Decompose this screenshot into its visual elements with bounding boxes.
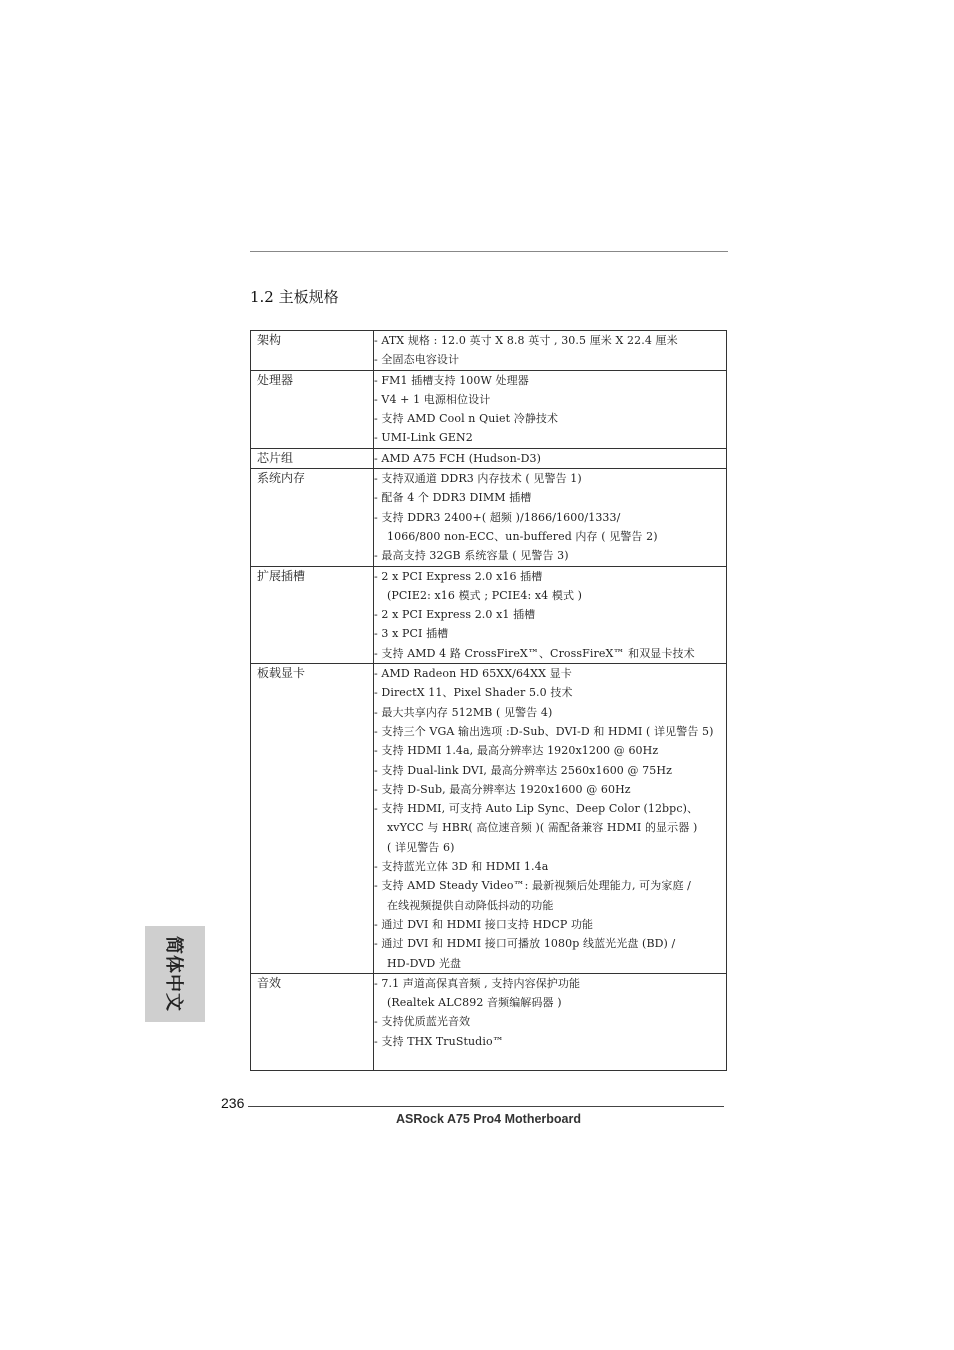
spec-line: - 支持 AMD 4 路 CrossFireX™、CrossFireX™ 和双显卡技术 [374,646,695,660]
footer-rule [248,1106,724,1107]
spec-line: - DirectX 11、Pixel Shader 5.0 技术 [374,686,573,700]
spec-line: - FM1 插槽支持 100W 处理器 [374,373,529,387]
spec-label-cell [251,973,374,1070]
spec-label: 处理器 [257,372,294,387]
spec-line: - 2 x PCI Express 2.0 x16 插槽 [374,569,543,583]
spec-row [251,664,727,974]
spec-items-cell [374,566,727,663]
spec-line: - 2 x PCI Express 2.0 x1 插槽 [374,608,536,622]
spec-line: - AMD A75 FCH (Hudson-D3) [374,451,542,465]
spec-label: 扩展插槽 [257,568,306,583]
spec-label: 系统内存 [257,471,306,486]
spec-row [251,469,727,566]
spec-line: - 支持 AMD Steady Video™: 最新视频后处理能力, 可为家庭 / [374,879,691,893]
spec-line: - 支持 AMD Cool n Quiet 冷静技术 [374,412,559,426]
language-tab [145,926,205,1022]
spec-line: - 支持三个 VGA 输出选项 :D-Sub、DVI-D 和 HDMI ( 详见警告 5) [374,724,714,738]
spec-items-cell [374,370,727,448]
top-rule [250,251,728,252]
spec-line: - 通过 DVI 和 HDMI 接口可播放 1080p 线蓝光光盘 (BD) / [374,937,676,951]
spec-row [251,370,727,448]
spec-line: - 通过 DVI 和 HDMI 接口支持 HDCP 功能 [374,917,594,931]
spec-label: 音效 [257,975,282,990]
spec-line: ( 详见警告 6) [387,840,455,854]
spec-line: (Realtek ALC892 音频编解码器 ) [387,996,562,1010]
spec-line: - 支持双通道 DDR3 内存技术 ( 见警告 1) [374,472,582,486]
spec-label-cell [251,664,374,974]
spec-label: 板载显卡 [257,666,306,681]
section-title: 1.2 主板规格 [250,288,339,306]
spec-label-cell [251,331,374,371]
spec-line: - 最高支持 32GB 系统容量 ( 见警告 3) [374,549,569,563]
spec-line: - 支持 D-Sub, 最高分辨率达 1920x1600 @ 60Hz [374,782,631,796]
spec-line: 1066/800 non-ECC、un-buffered 内存 ( 见警告 2) [387,529,658,543]
spec-row [251,331,727,371]
spec-line: - V4 + 1 电源相位设计 [374,392,491,406]
spec-items-cell [374,448,727,468]
spec-line: - 支持 THX TruStudio™ [374,1034,504,1048]
spec-line: - 支持优质蓝光音效 [374,1015,471,1029]
spec-items-cell [374,331,727,371]
spec-label-cell [251,448,374,468]
spec-line: - 支持 HDMI, 可支持 Auto Lip Sync、Deep Color (12bpc)、 [374,802,699,816]
spec-items-cell [374,973,727,1070]
spec-line: xvYCC 与 HBR( 高位速音频 )( 需配备兼容 HDMI 的显示器 ) [387,821,698,835]
spec-label: 架构 [257,333,282,347]
spec-line: - 支持蓝光立体 3D 和 HDMI 1.4a [374,860,549,874]
spec-line: - ATX 规格 : 12.0 英寸 X 8.8 英寸 , 30.5 厘米 X 22.4 厘米 [374,334,678,347]
footer-title: ASRock A75 Pro4 Motherboard [396,1112,581,1126]
spec-line: - 支持 Dual-link DVI, 最高分辨率达 2560x1600 @ 75Hz [374,763,672,777]
spec-line: - AMD Radeon HD 65XX/64XX 显卡 [374,667,572,681]
spec-line: - 支持 DDR3 2400+( 超频 )/1866/1600/1333/ [374,510,621,524]
spec-label-cell [251,370,374,448]
spec-row [251,448,727,468]
spec-table [250,330,727,1071]
spec-label-cell [251,566,374,663]
language-tab-label: 简体中文 [163,936,184,1012]
spec-line: - 7.1 声道高保真音频 , 支持内容保护功能 [374,976,581,990]
spec-row [251,566,727,663]
spec-line: - 全固态电容设计 [374,353,460,367]
spec-items-cell [374,469,727,566]
spec-label: 芯片组 [257,450,294,465]
spec-line: - 支持 HDMI 1.4a, 最高分辨率达 1920x1200 @ 60Hz [374,744,659,758]
spec-line: - 最大共享内存 512MB ( 见警告 4) [374,705,553,719]
page-number: 236 [221,1095,245,1111]
spec-line: (PCIE2: x16 模式 ; PCIE4: x4 模式 ) [387,588,583,602]
spec-line [374,1051,726,1070]
spec-line: 在线视频提供自动降低抖动的功能 [387,898,554,912]
spec-line: HD-DVD 光盘 [387,956,462,970]
spec-items-cell [374,664,727,974]
spec-label-cell [251,469,374,566]
spec-line: - 配备 4 个 DDR3 DIMM 插槽 [374,491,532,505]
spec-row [251,973,727,1070]
spec-line: - 3 x PCI 插槽 [374,627,449,641]
spec-line: - UMI-Link GEN2 [374,431,473,445]
